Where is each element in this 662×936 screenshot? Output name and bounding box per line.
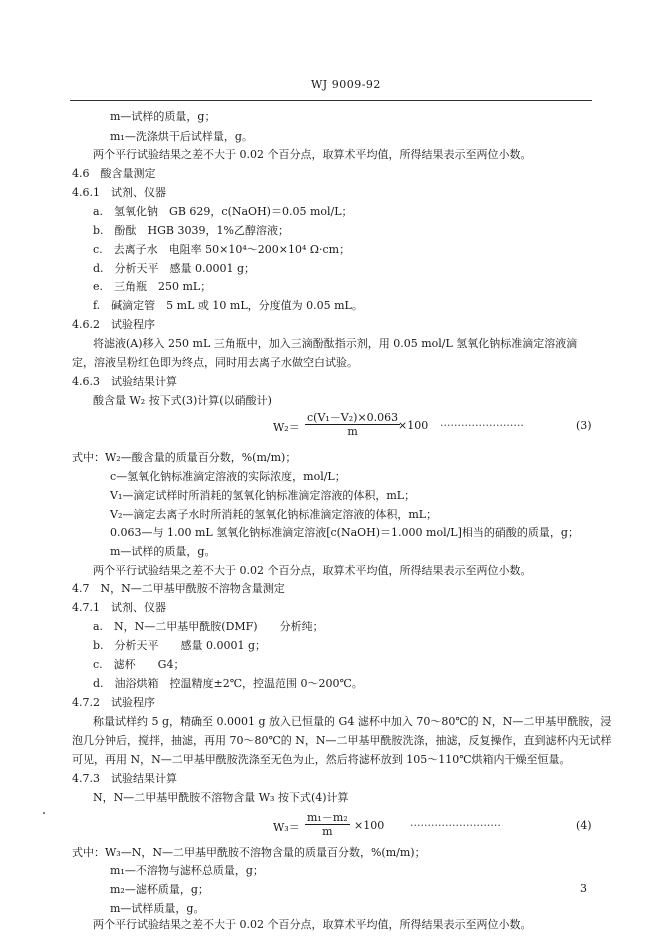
equation-3-number: (3)	[576, 419, 592, 432]
list-item: e. 三角瓶 250 mL；	[93, 280, 212, 293]
header-rule	[70, 100, 592, 101]
list-item: d. 油浴烘箱 控温精度±2℃，控温范围 0～200℃。	[93, 677, 363, 690]
list-item: b. 分析天平 感量 0.0001 g；	[93, 639, 267, 652]
list-item: b. 酚酞 HGB 3039，1%乙醇溶液；	[93, 224, 289, 237]
page-number: 3	[580, 882, 587, 895]
text-line: 称量试样约 5 g，精确至 0.0001 g 放入已恒量的 G4 滤杯中加入 70～80℃的 N，N—二甲基甲酰胺，浸	[93, 715, 612, 728]
equation-3-numerator: c(V₁－V₂)×0.063	[307, 411, 399, 424]
text-line: m₂—滤杯质量，g；	[110, 883, 209, 896]
equation-3-tail: ×100	[398, 419, 429, 432]
equation-4-lhs: W₃＝	[273, 821, 300, 834]
equation-4-number: (4)	[576, 819, 592, 832]
text-line: 泡几分钟后，搅拌，抽滤，再用 70～80℃的 N，N—二甲基甲酰胺洗涤，抽滤，反复操作，直到滤杯内无试样	[72, 734, 612, 747]
equation-4-denominator: m	[322, 825, 333, 838]
list-item: f. 碱滴定管 5 mL 或 10 mL，分度值为 0.05 mL。	[93, 299, 363, 312]
section-heading: 4.7.1 试剂、仪器	[72, 601, 166, 614]
section-heading: 4.7 N，N—二甲基甲酰胺不溶物含量测定	[72, 582, 285, 595]
equation-4-numerator: m₁－m₂	[307, 811, 348, 824]
list-item: a. 氢氧化钠 GB 629，c(NaOH)＝0.05 mol/L；	[93, 205, 353, 218]
section-heading: 4.6.2 试验程序	[72, 318, 155, 331]
equation-4-fraction	[305, 811, 350, 838]
equation-3-leader: ························	[440, 419, 524, 432]
page-header: WJ 9009-92	[311, 78, 381, 91]
text-line: 式中：W₂—酸含量的质量百分数，%(m/m)；	[72, 451, 297, 464]
section-heading: 4.6.1 试剂、仪器	[72, 186, 166, 199]
equation-3-denominator: m	[347, 425, 358, 438]
text-line: m—试样质量，g。	[110, 902, 205, 915]
text-line: 0.063—与 1.00 mL 氢氧化钠标准滴定溶液[c(NaOH)＝1.000 mol/L]相当的硝酸的质量，g；	[110, 526, 579, 539]
text-line: m₁—洗涤烘干后试样量，g。	[110, 130, 253, 143]
text-line: V₁—滴定试样时所消耗的氢氧化钠标准滴定溶液的体积，mL；	[110, 489, 416, 502]
text-line: 两个平行试验结果之差不大于 0.02 个百分点，取算术平均值，所得结果表示至两位小数。	[93, 918, 532, 931]
list-item: c. 去离子水 电阻率 50×10⁴～200×10⁴ Ω·cm；	[93, 243, 351, 256]
section-heading: 4.6 酸含量测定	[72, 167, 156, 180]
text-line: c—氢氧化钠标准滴定溶液的实际浓度，mol/L；	[110, 470, 346, 483]
text-line: m₁—不溶物与滤杯总质量，g；	[110, 864, 264, 877]
scan-speck	[43, 812, 45, 814]
section-heading: 4.7.2 试验程序	[72, 696, 155, 709]
list-item: d. 分析天平 感量 0.0001 g；	[93, 262, 256, 275]
list-item: c. 滤杯 G4；	[93, 658, 185, 671]
text-line: m—试样的质量，g；	[110, 110, 216, 123]
equation-4-leader: ··························	[410, 819, 501, 832]
text-line: 定，溶液呈粉红色即为终点，同时用去离子水做空白试验。	[72, 356, 358, 369]
text-line: 两个平行试验结果之差不大于 0.02 个百分点，取算术平均值，所得结果表示至两位小数。	[93, 148, 532, 161]
equation-3-fraction	[305, 411, 400, 438]
section-heading: 4.6.3 试验结果计算	[72, 375, 177, 388]
text-line: V₂—滴定去离子水时所消耗的氢氧化钠标准滴定溶液的体积，mL；	[110, 508, 438, 521]
text-line: 酸含量 W₂ 按下式(3)计算(以硝酸计)	[93, 394, 272, 407]
equation-3-lhs: W₂＝	[273, 421, 300, 434]
equation-4-tail: ×100	[354, 819, 385, 832]
text-line: N，N—二甲基甲酰胺不溶物含量 W₃ 按下式(4)计算	[93, 791, 349, 804]
text-line: m—试样的质量，g。	[110, 545, 216, 558]
text-line: 两个平行试验结果之差不大于 0.02 个百分点，取算术平均值，所得结果表示至两位小数。	[93, 564, 532, 577]
text-line: 可见，再用 N，N—二甲基甲酰胺洗涤至无色为止，然后将滤杯放到 105～110℃烘箱内干燥至恒量。	[72, 753, 571, 766]
text-line: 式中：W₃—N，N—二甲基甲酰胺不溶物含量的质量百分数，%(m/m)；	[72, 846, 426, 859]
text-line: 将滤液(A)移入 250 mL 三角瓶中，加入三滴酚酞指示剂，用 0.05 mol/L 氢氧化钠标准滴定溶液滴	[93, 337, 578, 350]
list-item: a. N，N—二甲基甲酰胺(DMF) 分析纯；	[93, 620, 324, 633]
section-heading: 4.7.3 试验结果计算	[72, 772, 177, 785]
